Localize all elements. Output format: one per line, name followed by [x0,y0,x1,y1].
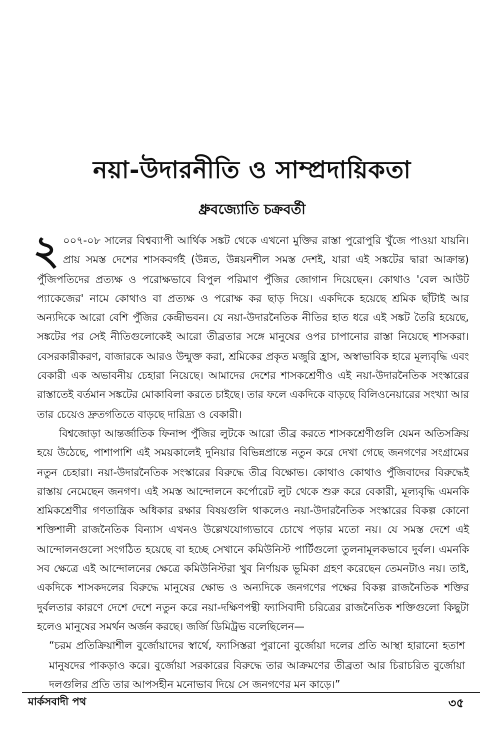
footer-rule [22,692,480,693]
page-number: ৩৫ [448,696,464,710]
paragraph-2: বিশ্বজোড়া আন্তর্জাতিক ফিনান্স পুঁজির লুটকে আরো তীব্র করতে শাসকশ্রেণীগুলি যেমন অতিসক্রিয় হয়ে উঠেছে, পাশাপাশি এই সময়কালেই দুনিয়ার বিভিন্নপ্রান্তে নতুন করে দেখা গেছে জনগণের সংগ্রামের নতুন চেহারা। নয়া-উদারনৈতিক সংস্কারের বিরুদ্ধে তীব্র বিক্ষোভ। কোথাও কোথাও পুঁজিবাদের বিরুদ্ধেই রাস্তায় নেমেছেন জনগণ। এই সমস্ত আন্দোলনে কর্পোরেট লুট থেকে শুরু করে বেকারী, মূল্যবৃদ্ধি এমনকি শ্রমিকশ্রেণীর গণতান্ত্রিক অধিকার রক্ষার বিষয়গুলি থাকলেও নয়া-উদারনৈতিক সংস্কারের বিকল্প কোনো শক্তিশালী রাজনৈতিক বিন্যাস এখনও উল্লেখযোগ্যভাবে চোখে পড়ার মতো নয়। যে সমস্ত দেশে এই আন্দোলনগুলো সংগঠিত হয়েছে বা হচ্ছে সেখানে কমিউনিস্ট পার্টিগুলো তুলনামূলকভাবে দুর্বল। এমনকি সব ক্ষেত্রে এই আন্দোলনের ক্ষেত্রে কমিউনিস্টরা খুব নির্ণায়ক ভূমিকা গ্রহণ করেছেন তেমনটাও নয়। তাই, একদিকে শাসকদলের বিরুদ্ধে মানুষের ক্ষোভ ও অন্যদিকে জনগণের পক্ষের বিকল্প রাজনৈতিক শক্তির দুর্বলতার কারণে দেশে দেশে নতুন করে নয়া-দক্ষিণপন্থী ফ্যাসিবাদী চরিত্রের রাজনৈতিক শক্তিগুলো কিছুটা হলেও মানুষের সমর্থন অর্জন করছে। জর্জি ডিমিট্রভ বলেছিলেন— [37,427,469,633]
footer-journal-name: মার্কসবাদী পথ [28,696,87,708]
article-author: ধ্রুবজ্যোতি চক্রবর্তী [198,202,306,218]
paragraph-1-text: ০০৭-০৮ সালের বিশ্বব্যাপী আর্থিক সঙ্কট থেকে এখনো মুক্তির রাস্তা পুরোপুরি খুঁজে পাওয়া যায়নি। প্রায় সমস্ত দেশের শাসকবর্গই (উন্নত, উন্নয়নশীল সমস্ত দেশই, যারা এই সঙ্কটের দ্বারা আক্রান্ত) পুঁজিপতিদের প্রত্যক্ষ ও পরোক্ষভাবে বিপুল পরিমাণ পুঁজির জোগান দিয়েছেন। কোথাও 'বেল আউট প্যাকেজের' নামে কোথাও বা প্রত্যক্ষ ও পরোক্ষ কর ছাড় দিয়ে। একদিকে হয়েছে শ্রমিক ছাঁটাই আর অন্যদিকে আরো বেশি পুঁজির কেন্দ্রীভবন। যে নয়া-উদারনৈতিক নীতির হাত ধরে এই সঙ্কট তৈরি হয়েছে, সঙ্কটের পর সেই নীতিগুলোকেই আরো তীব্রতার সঙ্গে মানুষের ওপর চাপানোর রাস্তা নিয়েছে শাসকরা। বেসরকারীকরণ, বাজারকে আরও উন্মুক্ত করা, শ্রমিকের প্রকৃত মজুরি হ্রাস, অস্বাভাবিক হারে মূল্যবৃদ্ধি এবং বেকারী এক অভাবনীয় চেহারা নিয়েছে। আমাদের দেশের শাসকশ্রেণীও এই নয়া-উদারনৈতিক সংস্কারের রাস্তাতেই বর্তমান সঙ্কটের মোকাবিলা করতে চাইছে। তার ফলে একদিকে বাড়ছে বিলিওনেয়ারের সংখ্যা আর তার চেয়েও দ্রুতগতিতে বাড়ছে দারিদ্র্য ও বেকারী। [37,235,469,421]
block-quote: “চরম প্রতিক্রিয়াশীল বুর্জোয়াদের স্বার্থে, ফ্যাসিস্তরা পুরানো বুর্জোয়া দলের প্রতি আস্থা হারানো হতাশ মানুষদের পাকড়াও করে। বুর্জোয়া সরকারের বিরুদ্ধে তার আক্রমণের তীব্রতা আর চিরাচরিত বুর্জোয়া দলগুলির প্রতি তার আপসহীন মনোভাব দিয়ে সে জনগণের মন কাড়ে।” [49,640,465,691]
article-body [33,228,469,695]
drop-cap: ২ [33,228,60,274]
paragraph-1 [33,228,469,425]
article-title: নয়া-উদারনীতি ও সাম্প্রদায়িকতা [92,156,412,184]
